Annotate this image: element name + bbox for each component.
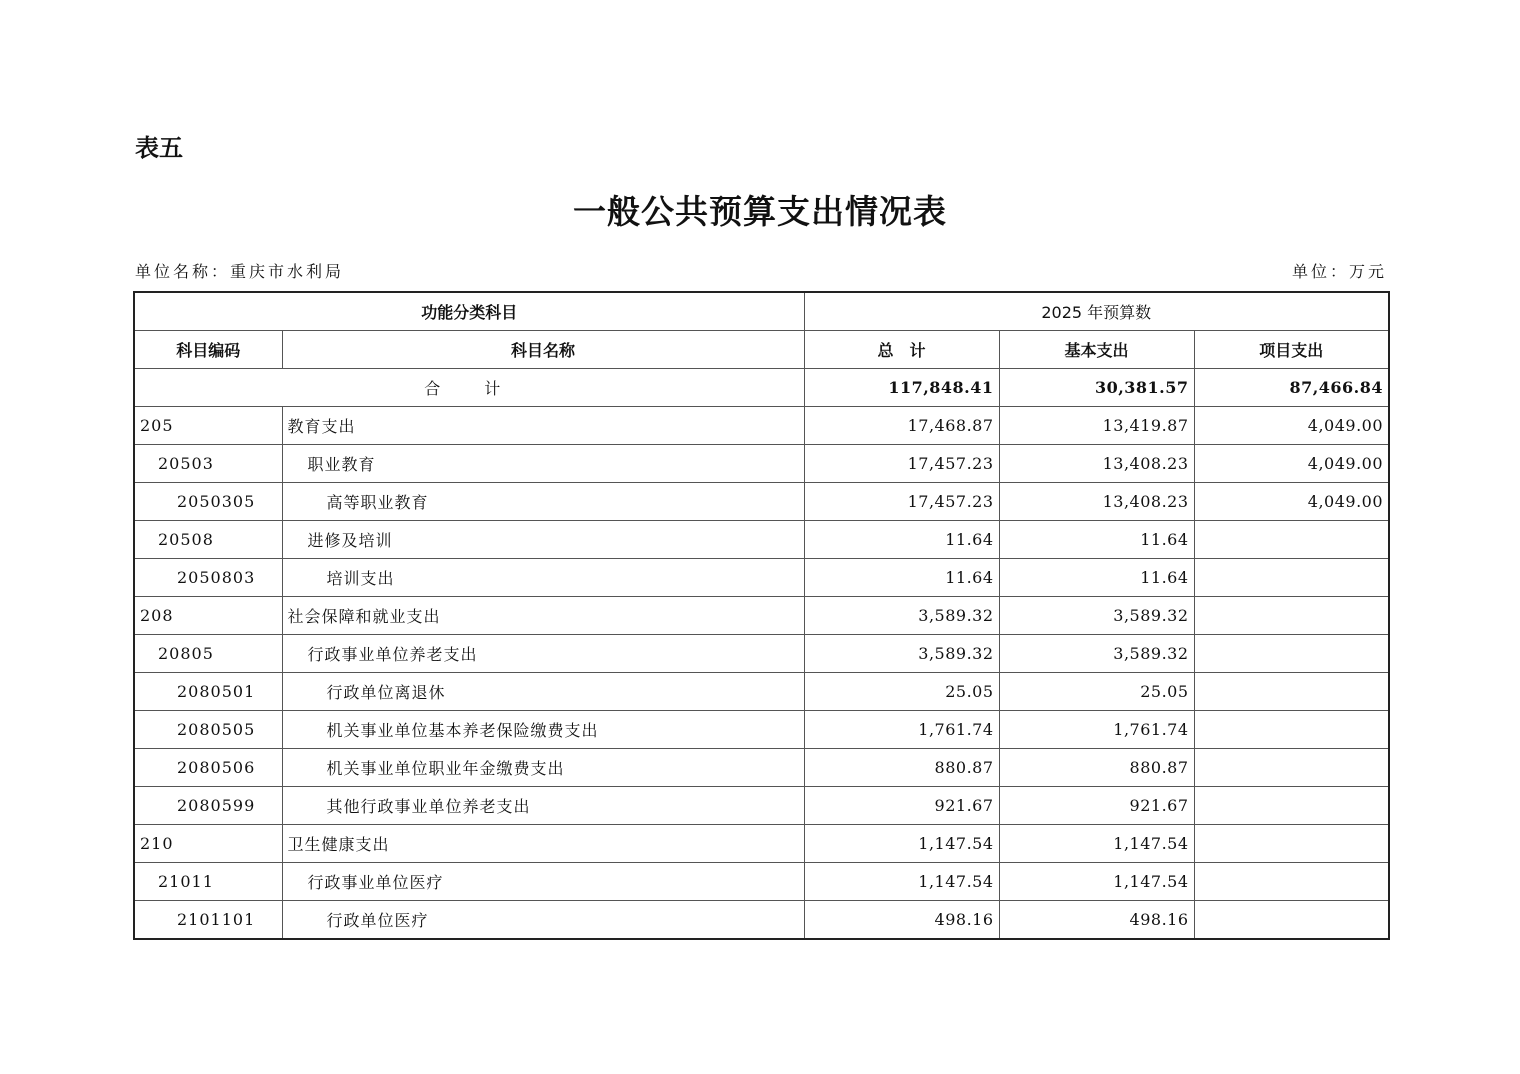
column-header-basic: 基本支出 <box>999 331 1194 369</box>
row-name: 高等职业教育 <box>282 483 804 521</box>
column-header-project: 项目支出 <box>1194 331 1389 369</box>
row-project <box>1194 787 1389 825</box>
table-row <box>134 521 1389 559</box>
row-code: 20805 <box>134 635 282 673</box>
row-basic: 11.64 <box>999 521 1194 559</box>
header-group-row <box>134 292 1389 331</box>
row-name: 行政单位离退休 <box>282 673 804 711</box>
table-row <box>134 559 1389 597</box>
row-basic: 1,761.74 <box>999 711 1194 749</box>
document-title: 一般公共预算支出情况表 <box>573 192 947 231</box>
total-row <box>134 369 1389 407</box>
row-name: 行政事业单位医疗 <box>282 863 804 901</box>
row-total: 1,147.54 <box>804 863 999 901</box>
row-project: 4,049.00 <box>1194 483 1389 521</box>
budget-table <box>133 291 1390 940</box>
row-project <box>1194 521 1389 559</box>
table-row <box>134 863 1389 901</box>
row-project <box>1194 673 1389 711</box>
row-name: 行政单位医疗 <box>282 901 804 940</box>
row-basic: 13,408.23 <box>999 445 1194 483</box>
row-name: 其他行政事业单位养老支出 <box>282 787 804 825</box>
table-row <box>134 711 1389 749</box>
row-basic: 13,408.23 <box>999 483 1194 521</box>
row-project <box>1194 749 1389 787</box>
row-code: 20508 <box>134 521 282 559</box>
row-project <box>1194 901 1389 940</box>
column-header-row <box>134 331 1389 369</box>
row-total: 880.87 <box>804 749 999 787</box>
unit-name: 单位名称：重庆市水利局 <box>135 262 345 281</box>
row-project <box>1194 559 1389 597</box>
row-code: 2080599 <box>134 787 282 825</box>
row-basic: 1,147.54 <box>999 825 1194 863</box>
row-project <box>1194 825 1389 863</box>
row-total: 921.67 <box>804 787 999 825</box>
row-project: 4,049.00 <box>1194 445 1389 483</box>
row-total: 498.16 <box>804 901 999 940</box>
table-row <box>134 787 1389 825</box>
total-label: 合 计 <box>134 369 804 407</box>
row-project <box>1194 711 1389 749</box>
row-total: 17,457.23 <box>804 445 999 483</box>
row-name: 机关事业单位基本养老保险缴费支出 <box>282 711 804 749</box>
row-name: 机关事业单位职业年金缴费支出 <box>282 749 804 787</box>
row-code: 20503 <box>134 445 282 483</box>
row-project: 4,049.00 <box>1194 407 1389 445</box>
row-code: 2080505 <box>134 711 282 749</box>
row-name: 社会保障和就业支出 <box>282 597 804 635</box>
row-code: 2080501 <box>134 673 282 711</box>
total-sum: 117,848.41 <box>804 369 999 407</box>
row-basic: 25.05 <box>999 673 1194 711</box>
table-row <box>134 635 1389 673</box>
row-total: 17,457.23 <box>804 483 999 521</box>
table-row <box>134 483 1389 521</box>
row-total: 1,147.54 <box>804 825 999 863</box>
row-basic: 13,419.87 <box>999 407 1194 445</box>
table-row <box>134 749 1389 787</box>
row-code: 2101101 <box>134 901 282 940</box>
row-code: 205 <box>134 407 282 445</box>
row-name: 进修及培训 <box>282 521 804 559</box>
row-name: 教育支出 <box>282 407 804 445</box>
table-row <box>134 445 1389 483</box>
row-project <box>1194 597 1389 635</box>
row-code: 208 <box>134 597 282 635</box>
row-basic: 1,147.54 <box>999 863 1194 901</box>
row-total: 11.64 <box>804 521 999 559</box>
table-row <box>134 825 1389 863</box>
table-number-label: 表五 <box>135 134 183 162</box>
row-code: 210 <box>134 825 282 863</box>
row-name: 培训支出 <box>282 559 804 597</box>
total-project: 87,466.84 <box>1194 369 1389 407</box>
table-row <box>134 901 1389 940</box>
row-code: 21011 <box>134 863 282 901</box>
row-basic: 3,589.32 <box>999 635 1194 673</box>
row-total: 25.05 <box>804 673 999 711</box>
group-header-budget-year: 2025 年预算数 <box>804 292 1389 331</box>
row-code: 2050803 <box>134 559 282 597</box>
row-basic: 880.87 <box>999 749 1194 787</box>
row-project <box>1194 863 1389 901</box>
row-total: 3,589.32 <box>804 597 999 635</box>
row-basic: 11.64 <box>999 559 1194 597</box>
row-project <box>1194 635 1389 673</box>
row-name: 卫生健康支出 <box>282 825 804 863</box>
currency-unit: 单位：万元 <box>1291 262 1387 281</box>
group-header-function-category: 功能分类科目 <box>134 292 804 331</box>
table-row <box>134 597 1389 635</box>
row-total: 1,761.74 <box>804 711 999 749</box>
row-total: 3,589.32 <box>804 635 999 673</box>
row-total: 17,468.87 <box>804 407 999 445</box>
row-basic: 498.16 <box>999 901 1194 940</box>
row-total: 11.64 <box>804 559 999 597</box>
row-code: 2080506 <box>134 749 282 787</box>
column-header-total: 总 计 <box>804 331 999 369</box>
row-name: 行政事业单位养老支出 <box>282 635 804 673</box>
table-row <box>134 407 1389 445</box>
column-header-code: 科目编码 <box>134 331 282 369</box>
row-name: 职业教育 <box>282 445 804 483</box>
row-code: 2050305 <box>134 483 282 521</box>
column-header-name: 科目名称 <box>282 331 804 369</box>
table-row <box>134 673 1389 711</box>
total-basic: 30,381.57 <box>999 369 1194 407</box>
row-basic: 3,589.32 <box>999 597 1194 635</box>
row-basic: 921.67 <box>999 787 1194 825</box>
